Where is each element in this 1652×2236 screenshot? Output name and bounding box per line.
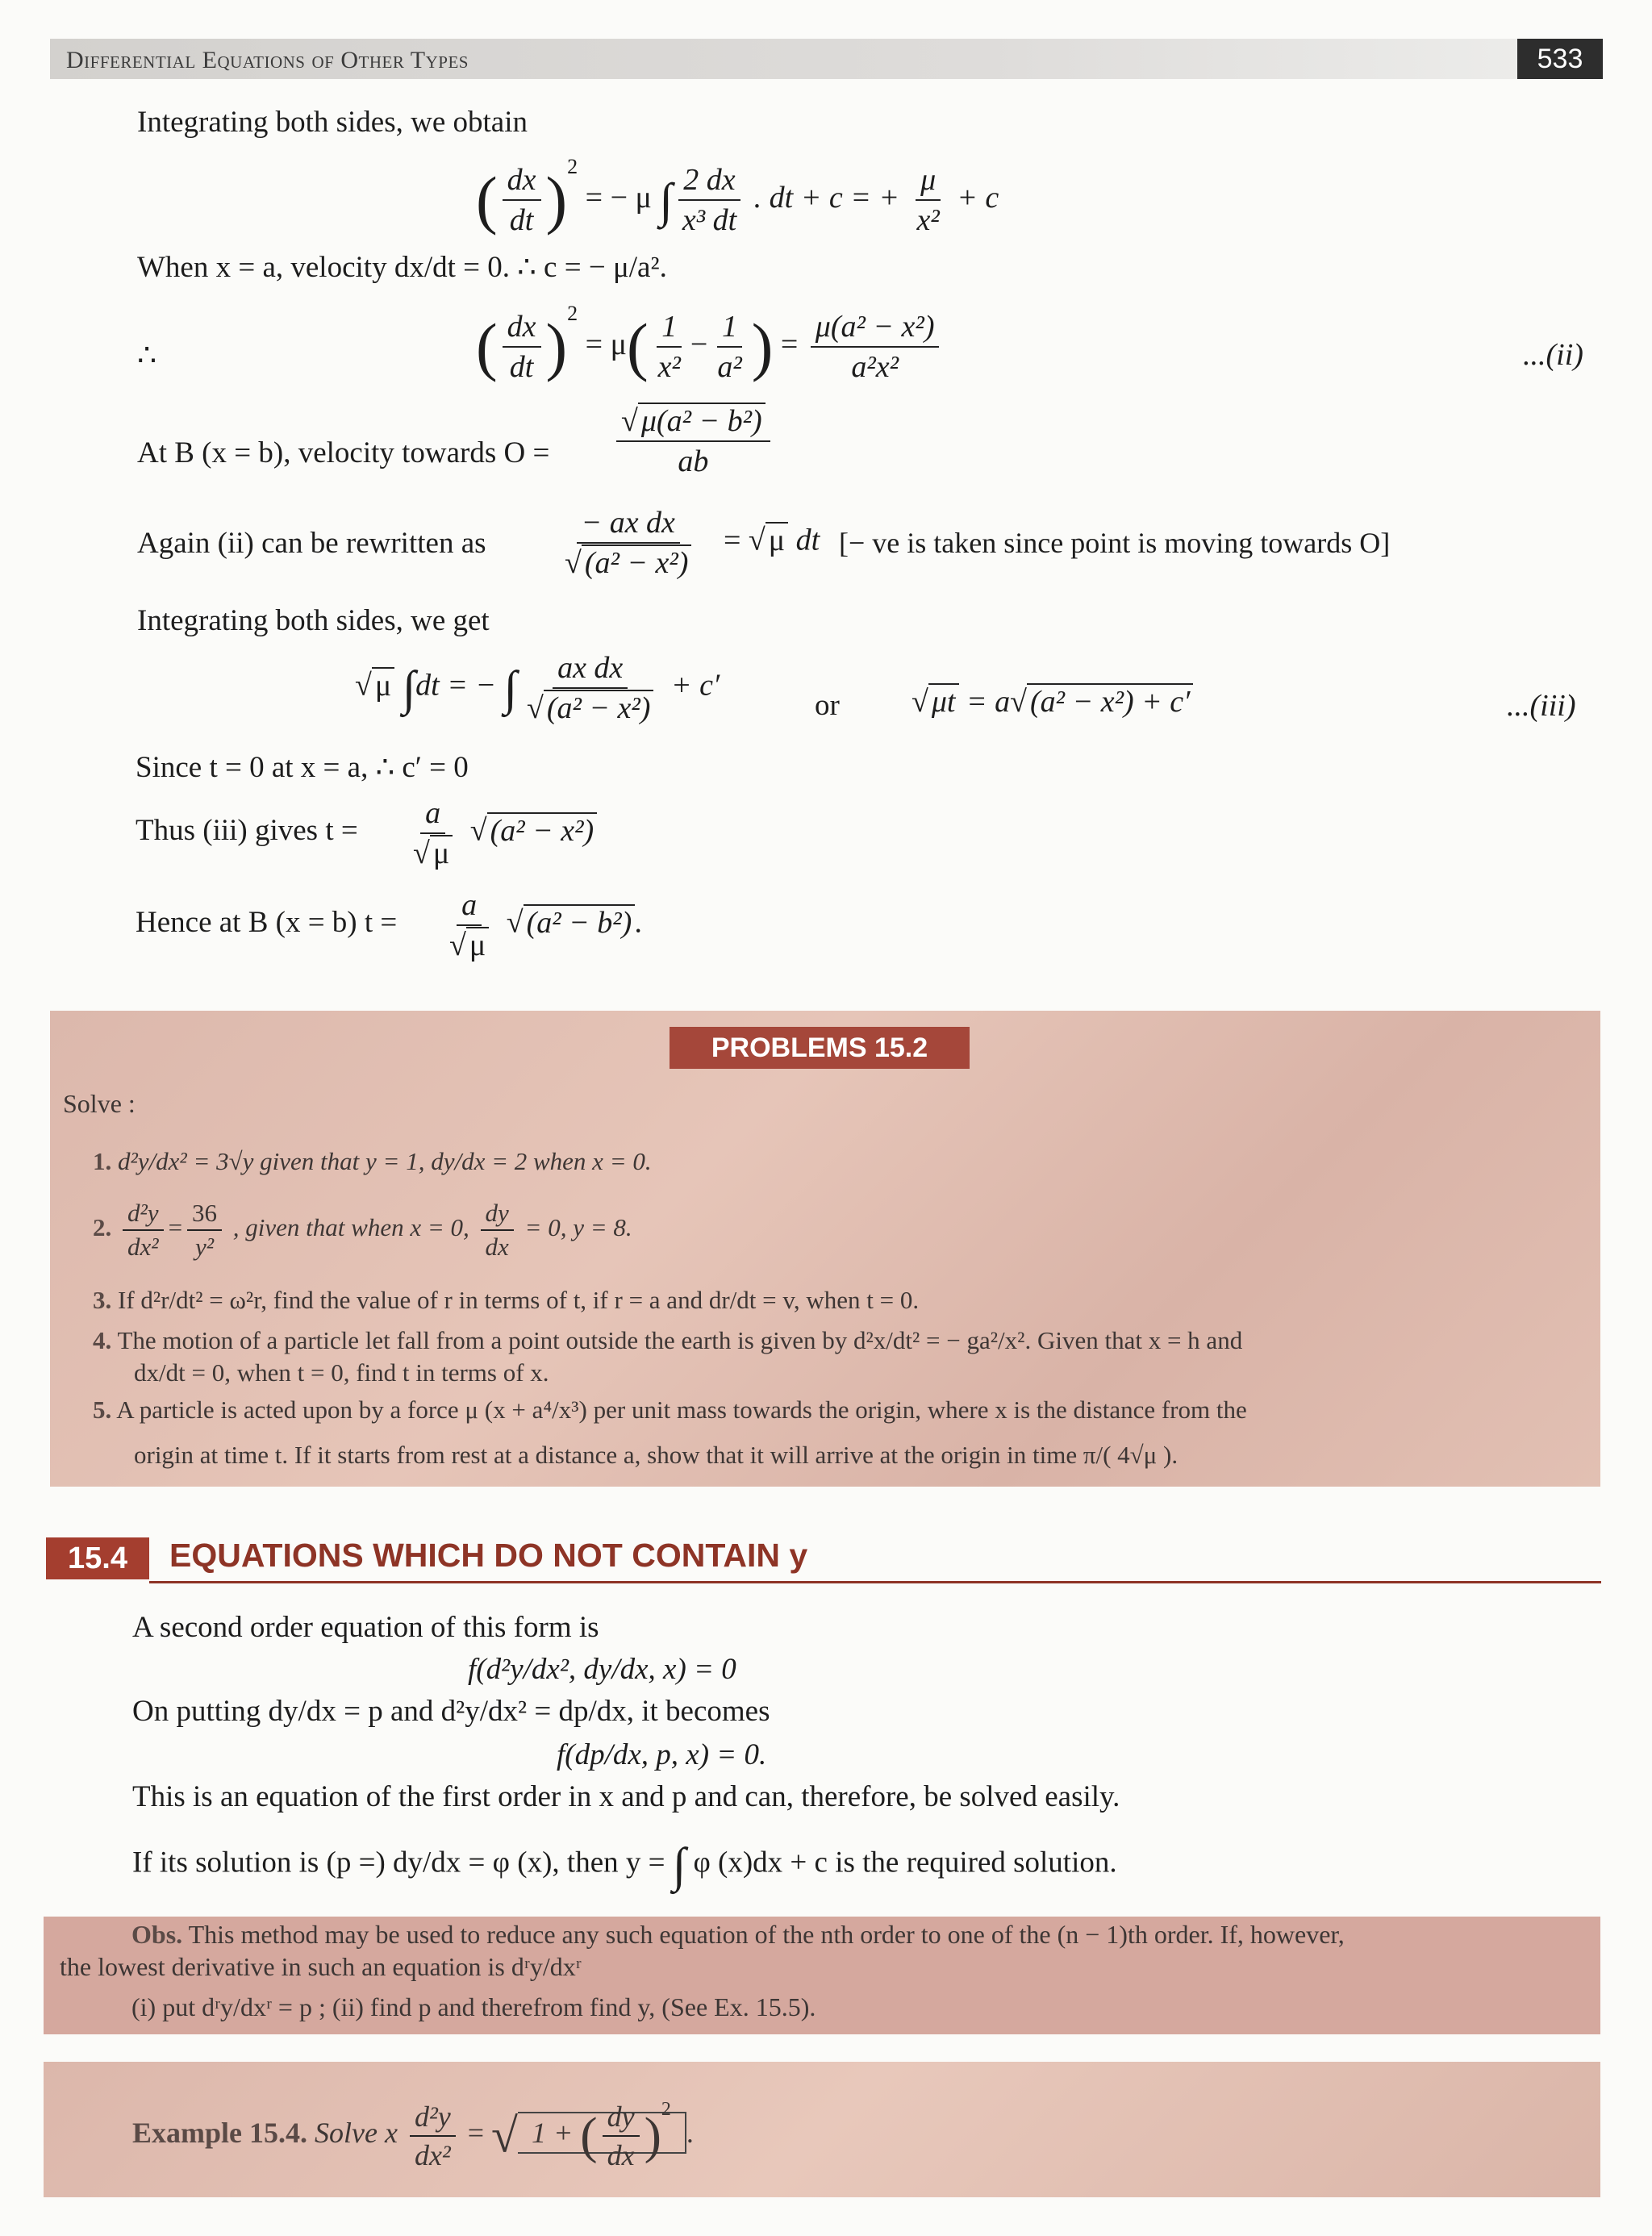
- section-title: EQUATIONS WHICH DO NOT CONTAIN y: [169, 1537, 808, 1574]
- again-rhs: =: [723, 523, 741, 557]
- example-label: Example 15.4.: [132, 2117, 308, 2149]
- eq3-rhs-eq: = a: [966, 685, 1011, 719]
- equation-3: √ μ ∫dt = − ∫ $\frac{\text{ax dx}}{\text{√ (a² − x²)}}$ + c′: [355, 651, 720, 725]
- section-p4-pre: If its solution is (p =) dy/dx = φ (x), then y =: [132, 1846, 665, 1879]
- section-eq-a: f(d²y/dx², dy/dx, x) = 0: [468, 1653, 736, 1686]
- example-eq: =: [467, 2117, 485, 2149]
- eq2-f1-num: 1: [657, 309, 682, 348]
- thus-den: μ: [430, 835, 453, 870]
- eq1-int-num: 2 dx: [678, 162, 740, 201]
- running-title: Differential Equations of Other Types: [66, 47, 469, 73]
- equation-1: ( $\frac{dx}{dt}$ )$^2$ = − μ ∫ $\frac{2 dx}{\text{x³ dt}}$ . dt + c = + $\frac{\mu}{\text{x²}}$ + c: [476, 155, 999, 238]
- problem-1-text: d²y/dx² = 3√y given that y = 1, dy/dx = 2 when x = 0.: [118, 1147, 652, 1175]
- example-line: Example 15.4. Solve x $\frac{\text{d²y}}{\text{dx²}}$ = √ 1 + ( $\frac{dy}{dx}$ )$^2$ .: [132, 2099, 694, 2171]
- eq3-integral-dt: dt = −: [415, 668, 497, 703]
- eq1-exp: 2: [567, 155, 578, 178]
- example-radical: 1 + ( $\frac{dy}{dx}$ )$^2$: [518, 2112, 686, 2154]
- section-rule: [149, 1581, 1601, 1583]
- problem-3-text: If d²r/dt² = ω²r, find the value of r in terms of t, if r = a and dr/dt = v, when t = 0.: [118, 1286, 920, 1314]
- problems-solve: Solve :: [63, 1089, 136, 1118]
- obs-line1: [131, 1920, 1345, 1950]
- problem-1: [93, 1147, 652, 1176]
- problem-2-mid-num: 36: [187, 1199, 222, 1231]
- eq1-rhs-tail: + c: [957, 181, 999, 215]
- label-iii: ...(iii): [1507, 689, 1576, 723]
- problem-5-line2: origin at time t. If it starts from rest at a distance a, show that it will arrive at the origin in time π/( 4√μ ).: [134, 1441, 1179, 1469]
- eq3-or: or: [815, 689, 840, 722]
- again-mu: μ: [766, 522, 788, 557]
- hence-num: a: [457, 887, 482, 926]
- eq3-rhs-rad: (a² − x²) + c′: [1027, 683, 1193, 719]
- problem-2-tail: = 0, y = 8.: [524, 1213, 632, 1242]
- hence-expression: $\frac{a}{√ \mu}$ √ (a² − b²) .: [449, 888, 643, 962]
- problem-1-num: 1.: [93, 1147, 112, 1175]
- problem-3: [93, 1286, 919, 1315]
- problem-5-text: A particle is acted upon by a force μ (x + a⁴/x³) per unit mass towards the origin, where x is the distance from the: [116, 1395, 1247, 1424]
- again-note: [− ve is taken since point is moving towards O]: [839, 527, 1391, 559]
- section-p1: A second order equation of this form is: [132, 1611, 599, 1644]
- problem-4: [93, 1326, 1242, 1355]
- problems-title: PROBLEMS 15.2: [670, 1027, 970, 1069]
- problem-2-num: 2.: [93, 1213, 112, 1242]
- text-since: Since t = 0 at x = a, ∴ c′ = 0: [136, 751, 469, 784]
- text-integrating-obtain: Integrating both sides, we obtain: [137, 106, 528, 139]
- problem-4-line2: dx/dt = 0, when t = 0, find t in terms of x.: [134, 1358, 549, 1387]
- problem-2-mid-den: y²: [195, 1233, 215, 1261]
- at-b-num: μ(a² − b²): [638, 403, 766, 438]
- text-integrating-get: Integrating both sides, we get: [137, 604, 490, 637]
- eq2-r-den: a²x²: [851, 350, 899, 385]
- eq3-rhs: √ μt = a√ (a² − x²) + c′: [912, 684, 1193, 720]
- text-at-b: At B (x = b), velocity towards O =: [137, 436, 550, 469]
- again-den: (a² − x²): [582, 544, 692, 580]
- eq2-f2-num: 1: [717, 309, 742, 348]
- text-hence: Hence at B (x = b) t =: [136, 906, 398, 939]
- at-b-den: ab: [678, 444, 709, 478]
- problem-5-num: 5.: [93, 1395, 112, 1424]
- section-number: 15.4: [46, 1537, 149, 1579]
- eq2-minus: −: [690, 327, 708, 361]
- hence-rad: (a² − b²): [524, 904, 636, 940]
- problem-5: [93, 1395, 1247, 1425]
- eq3-num: ax dx: [553, 650, 628, 689]
- obs-line1-text: This method may be used to reduce any such equation of the nth order to one of the (n − 1)th order. If, however,: [188, 1920, 1345, 1949]
- label-ii: ...(ii): [1523, 338, 1583, 372]
- eq1-int-den: x³ dt: [682, 203, 737, 238]
- obs-label: Obs.: [131, 1920, 183, 1949]
- example-solve: Solve x: [315, 2117, 398, 2149]
- problem-2-pre-num: d²y: [123, 1199, 164, 1231]
- text-when-x-a: When x = a, velocity dx/dt = 0. ∴ c = − μ/a².: [137, 251, 667, 284]
- eq3-tail: + c′: [670, 668, 720, 703]
- thus-num: a: [420, 795, 445, 834]
- running-header: [50, 39, 1603, 79]
- problem-2-mid: =: [168, 1213, 183, 1242]
- section-eq-b: f(dp/dx, p, x) = 0.: [557, 1738, 767, 1771]
- problem-2-d-den: dx: [485, 1233, 509, 1261]
- problem-2: [93, 1199, 632, 1262]
- again-equation: $\frac{\text{− ax dx}}{\text{√ (a² − x²)}}$ = √ μ dt: [565, 506, 820, 580]
- example-den: dx²: [414, 2138, 451, 2171]
- eq1-after: . dt + c = +: [753, 181, 900, 215]
- eq2-f2-den: a²: [717, 350, 742, 385]
- eq1-lhs-den: dt: [509, 203, 534, 238]
- eq2-r-num: μ(a² − x²): [811, 309, 940, 348]
- section-p4: If its solution is (p =) dy/dx = φ (x), then y = ∫ φ (x)dx + c is the required solution.: [132, 1838, 1117, 1892]
- example-d-den: dx: [607, 2138, 635, 2171]
- problem-3-num: 3.: [93, 1286, 112, 1314]
- eq3-den: (a² − x²): [544, 690, 654, 725]
- problem-4-num: 4.: [93, 1326, 112, 1354]
- example-num: d²y: [410, 2100, 456, 2137]
- section-p3: This is an equation of the first order in x and p and can, therefore, be solved easily.: [132, 1780, 1120, 1813]
- hence-den: μ: [466, 927, 489, 962]
- again-dt: dt: [795, 523, 820, 557]
- obs-line2: the lowest derivative in such an equation is dʳy/dxʳ: [60, 1952, 582, 1981]
- again-num: − ax dx: [577, 505, 680, 544]
- text-again: Again (ii) can be rewritten as: [137, 527, 486, 560]
- section-p4-post: φ (x)dx + c is the required solution.: [693, 1846, 1117, 1879]
- eq2-equals: =: [780, 327, 799, 361]
- hence-end: .: [635, 905, 643, 940]
- thus-expression: $\frac{a}{√ \mu}$ √ (a² − x²): [403, 795, 597, 871]
- at-b-fraction: $\frac{\text{√ μ(a² − b²)}}{ab}$: [611, 403, 775, 479]
- eq3-mu: μ: [372, 667, 394, 703]
- thus-rad: (a² − x²): [487, 812, 598, 848]
- example-end: .: [686, 2117, 694, 2149]
- example-exp: 2: [661, 2099, 671, 2120]
- text-thus: Thus (iii) gives t =: [136, 814, 358, 847]
- problem-2-pre-den: dx²: [127, 1233, 159, 1261]
- example-d-num: dy: [603, 2100, 640, 2137]
- therefore-symbol: ∴: [137, 339, 157, 373]
- eq1-mid: = − μ: [585, 181, 652, 215]
- eq1-rhs-den: x²: [916, 203, 940, 238]
- page-number: 533: [1517, 39, 1603, 79]
- eq3-rhs-mu: μt: [928, 683, 959, 719]
- problem-2-d-num: dy: [481, 1199, 514, 1231]
- eq2-eq-mu: = μ: [585, 327, 627, 361]
- example-inner: 1 +: [531, 2117, 574, 2149]
- equation-2: ( $\frac{dx}{dt}$ )$^2$ = μ( $\frac{1}{\text{x²}}$ − $\frac{1}{\text{a²}}$ ) = $\frac{\text{μ(a² − x²)}}{\text{a²x²}}$: [476, 302, 944, 385]
- eq1-lhs-num: dx: [503, 162, 541, 201]
- eq2-f1-den: x²: [657, 350, 681, 385]
- problem-2-text: , given that when x = 0,: [232, 1213, 469, 1242]
- problem-4-text: The motion of a particle let fall from a point outside the earth is given by d²x/dt² = − ga²/x². Given that x = h and: [117, 1326, 1243, 1354]
- section-p2: On putting dy/dx = p and d²y/dx² = dp/dx, it becomes: [132, 1695, 770, 1728]
- obs-line3: (i) put dʳy/dxʳ = p ; (ii) find p and therefrom find y, (See Ex. 15.5).: [131, 1992, 816, 2021]
- eq1-rhs-num: μ: [916, 162, 941, 201]
